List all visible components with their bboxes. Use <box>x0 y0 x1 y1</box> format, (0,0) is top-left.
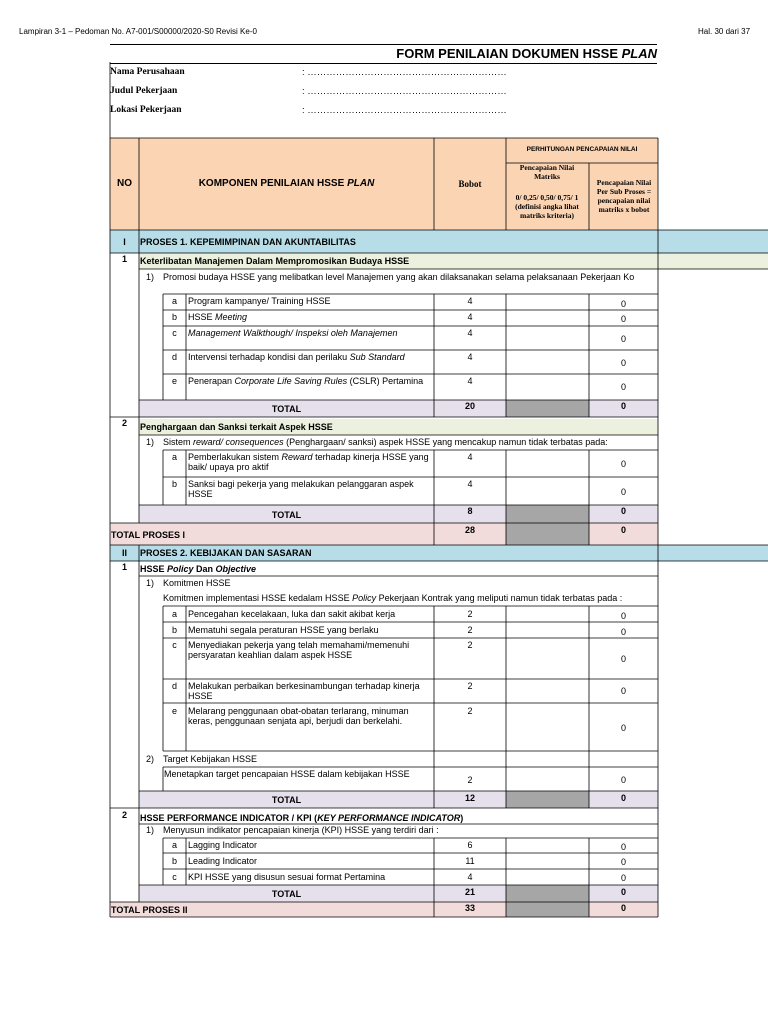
row-text-b: Corporate Life Saving Rules <box>234 376 348 386</box>
row-bobot: 2 <box>467 706 473 716</box>
header-matriks-note: 0/ 0,25/ 0,50/ 0,75/ 1 (definisi angka lihat matriks kriteria) <box>515 193 579 220</box>
row-nilai: 0 <box>620 487 626 497</box>
header-komponen <box>139 179 434 189</box>
header-komponen-text: KOMPONEN PENILAIAN HSSE <box>198 178 348 189</box>
p2s1-item2-desc: Menetapkan target pencapaian HSSE dalam kebijakan HSSE <box>164 769 410 779</box>
row-bobot: 4 <box>467 479 473 489</box>
row-letter: a <box>171 840 177 850</box>
row-bobot: 6 <box>467 840 473 850</box>
p2s1-title-b: Policy <box>167 564 194 574</box>
row-letter: e <box>171 706 177 716</box>
row-text-b: Meeting <box>215 312 248 322</box>
p2s1-item1-no: 1) <box>146 578 155 588</box>
p1s2-item-no: 1) <box>146 437 155 447</box>
p1s1-total-nilai: 0 <box>620 401 626 411</box>
proses2-no: II <box>121 548 127 558</box>
row-nilai: 0 <box>620 358 626 368</box>
header-no: NO <box>117 178 132 189</box>
info-label-perusahaan: Nama Perusahaan <box>110 67 185 77</box>
form-title-main: FORM PENILAIAN DOKUMEN HSSE <box>396 46 622 61</box>
row-text <box>188 328 432 338</box>
row-text-c: terhadap kinerja HSSE yang baik/ upaya pro aktif <box>188 452 429 472</box>
p2s1-item1-desc <box>163 593 622 603</box>
row-letter: c <box>172 640 177 650</box>
proses2-title: PROSES 2. KEBIJAKAN DAN SASARAN <box>140 548 312 558</box>
row-letter: a <box>171 609 177 619</box>
row-nilai: 0 <box>620 314 626 324</box>
header-matriks-title: Pencapaian Nilai Matriks <box>519 163 575 181</box>
row-text: KPI HSSE yang disusun sesuai format Pertamina <box>188 872 386 882</box>
proses1-total-label: TOTAL PROSES I <box>111 530 186 540</box>
proses1-total-nilai: 0 <box>620 525 626 535</box>
p2s2-item-no: 1) <box>146 825 155 835</box>
row-letter: b <box>171 312 177 322</box>
row-text: Menyediakan pekerja yang telah memahami/memenuhi persyaratan keahlian dalam aspek HSSE <box>188 640 410 660</box>
row-nilai: 0 <box>620 873 626 883</box>
p2s1-total-label: TOTAL <box>271 795 302 805</box>
row-letter: b <box>171 479 177 489</box>
p2s2-title <box>140 813 463 823</box>
row-nilai: 0 <box>620 686 626 696</box>
proses2-total-nilai: 0 <box>620 903 626 913</box>
row-bobot: 4 <box>467 296 473 306</box>
row-letter: c <box>172 872 177 882</box>
p1s2-total-nilai: 0 <box>620 506 626 516</box>
p2s2-total-label: TOTAL <box>271 889 302 899</box>
p2s1-item2-nilai: 0 <box>620 775 626 785</box>
row-text: Lagging Indicator <box>188 840 258 850</box>
row-text-a: Penerapan <box>188 376 235 386</box>
row-text <box>188 479 432 499</box>
p1s1-total-label: TOTAL <box>271 404 302 414</box>
info-value-judul: : ……………………………………………………… <box>302 86 507 97</box>
row-text-a: Sanksi bagi pekerja yang melakukan pelanggaran aspek HSSE <box>188 479 414 499</box>
row-letter: c <box>172 328 177 338</box>
p2s2-title-a: HSSE PERFORMANCE INDICATOR / KPI ( <box>140 813 318 823</box>
row-bobot: 2 <box>467 681 473 691</box>
row-text <box>188 312 432 322</box>
row-text-b: Reward <box>281 452 313 462</box>
info-label-lokasi: Lokasi Pekerjaan <box>110 105 182 115</box>
row-bobot: 2 <box>467 609 473 619</box>
p1s2-title: Penghargaan dan Sanksi terkait Aspek HSSE <box>140 422 333 432</box>
row-text: Mematuhi segala peraturan HSSE yang berlaku <box>188 625 379 635</box>
info-value-lokasi: : ……………………………………………………… <box>302 105 507 116</box>
p1s2-total-label: TOTAL <box>271 510 302 520</box>
p1s1-item-no: 1) <box>146 272 155 282</box>
row-bobot: 2 <box>467 625 473 635</box>
p1s1-no: 1 <box>121 254 127 264</box>
header-perhitungan: PERHITUNGAN PENCAPAIAN NILAI <box>526 146 638 153</box>
header-komponen-italic: PLAN <box>347 178 375 189</box>
row-bobot: 2 <box>467 640 473 650</box>
row-text: Leading Indicator <box>188 856 258 866</box>
page-header-left: Lampiran 3-1 – Pedoman No. A7-001/S00000/2020-S0 Revisi Ke-0 <box>19 27 257 36</box>
info-label-judul: Judul Pekerjaan <box>110 86 178 96</box>
p2s1-total-nilai: 0 <box>620 793 626 803</box>
proses2-total-label: TOTAL PROSES II <box>111 905 188 915</box>
p1s2-item-a: Sistem <box>163 437 194 447</box>
proses1-no: I <box>123 237 126 247</box>
row-letter: e <box>171 376 177 386</box>
p2s2-total-bobot: 21 <box>464 887 475 897</box>
row-text-a: Intervensi terhadap kondisi dan perilaku <box>188 352 350 362</box>
p2s1-no: 1 <box>121 562 127 572</box>
row-text <box>188 452 432 472</box>
p1s2-item-text <box>163 437 608 447</box>
p2s1-item2-bobot: 2 <box>467 775 473 785</box>
row-text <box>188 352 432 362</box>
row-text <box>188 296 432 306</box>
p2s2-title-b: KEY PERFORMANCE INDICATOR <box>317 813 461 823</box>
row-text-a: HSSE <box>188 312 216 322</box>
row-bobot: 4 <box>467 352 473 362</box>
p1s1-total-bobot: 20 <box>464 401 475 411</box>
p2s1-item1-desc-c: Pekerjaan Kontrak yang meliputi namun tidak terbatas pada : <box>376 593 623 603</box>
p2s1-item1-desc-b: Policy <box>352 593 377 603</box>
p2s1-item2-no: 2) <box>146 754 155 764</box>
p2s1-total-bobot: 12 <box>464 793 475 803</box>
row-text-b: Sub Standard <box>349 352 405 362</box>
row-letter: a <box>171 296 177 306</box>
row-text: Melarang penggunaan obat-obatan terlarang, minuman keras, penggunaan senjata api, berjudi dan berkelahi. <box>188 706 409 726</box>
p2s2-no: 2 <box>121 810 127 820</box>
row-text: Pencegahan kecelakaan, luka dan sakit akibat kerja <box>188 609 396 619</box>
p1s2-item-b: reward/ consequences <box>193 437 284 447</box>
row-bobot: 11 <box>465 856 475 866</box>
row-text: Melakukan perbaikan berkesinambungan terhadap kinerja HSSE <box>188 681 420 701</box>
p2s1-item1-desc-a: Komitmen implementasi HSSE kedalam HSSE <box>163 593 353 603</box>
row-letter: b <box>171 856 177 866</box>
row-nilai: 0 <box>620 723 626 733</box>
row-bobot: 4 <box>467 312 473 322</box>
proses1-title: PROSES 1. KEPEMIMPINAN DAN AKUNTABILITAS <box>140 237 356 247</box>
p1s2-total-bobot: 8 <box>467 506 473 516</box>
p2s1-title-a: HSSE <box>140 564 168 574</box>
proses2-total-bobot: 33 <box>464 903 475 913</box>
row-letter: b <box>171 625 177 635</box>
p1s1-title: Keterlibatan Manajemen Dalam Mempromosikan Budaya HSSE <box>140 256 410 266</box>
row-nilai: 0 <box>620 611 626 621</box>
header-sub-proses: Pencapaian Nilai Per Sub Proses = pencapaian nilai matriks x bobot <box>596 178 652 214</box>
p2s2-item-text: Menyusun indikator pencapaian kinerja (KPI) HSSE yang terdiri dari : <box>163 825 439 835</box>
row-text <box>188 376 432 386</box>
page-header-right: Hal. 30 dari 37 <box>698 27 751 36</box>
row-nilai: 0 <box>620 334 626 344</box>
row-nilai: 0 <box>620 382 626 392</box>
info-value-perusahaan: : ……………………………………………………… <box>302 67 507 78</box>
row-letter: d <box>171 352 177 362</box>
header-bobot: Bobot <box>458 179 482 189</box>
p2s1-title <box>140 564 256 574</box>
p2s2-title-c: ) <box>460 813 464 823</box>
p2s1-title-d: Objective <box>215 564 257 574</box>
p2s1-item1-text: Komitmen HSSE <box>163 578 231 588</box>
row-letter: a <box>171 452 177 462</box>
p1s2-item-c: (Penghargaan/ sanksi) aspek HSSE yang mencakup namun tidak terbatas pada: <box>283 437 608 447</box>
row-nilai: 0 <box>620 459 626 469</box>
proses1-total-bobot: 28 <box>464 525 475 535</box>
row-nilai: 0 <box>620 654 626 664</box>
row-bobot: 4 <box>467 452 473 462</box>
row-nilai: 0 <box>620 299 626 309</box>
row-nilai: 0 <box>620 842 626 852</box>
row-text-b: Management Walkthough/ Inspeksi oleh Manajemen <box>188 328 398 338</box>
row-text-a: Pemberlakukan sistem <box>188 452 282 462</box>
p1s2-no: 2 <box>121 418 127 428</box>
p2s2-total-nilai: 0 <box>620 887 626 897</box>
p2s1-title-c: Dan <box>193 564 216 574</box>
row-bobot: 4 <box>467 872 473 882</box>
p2s1-item2-text: Target Kebijakan HSSE <box>163 754 258 764</box>
row-nilai: 0 <box>620 627 626 637</box>
p1s1-item-text: Promosi budaya HSSE yang melibatkan level Manajemen yang akan dilaksanakan selama pelaksanaan Pekerjaan Ko <box>163 272 635 282</box>
row-bobot: 4 <box>467 328 473 338</box>
row-bobot: 4 <box>467 376 473 386</box>
row-nilai: 0 <box>620 857 626 867</box>
row-text-a: Program kampanye/ Training HSSE <box>188 296 331 306</box>
form-title-italic: PLAN <box>621 46 657 61</box>
row-letter: d <box>171 681 177 691</box>
row-text-c: (CSLR) Pertamina <box>347 376 424 386</box>
